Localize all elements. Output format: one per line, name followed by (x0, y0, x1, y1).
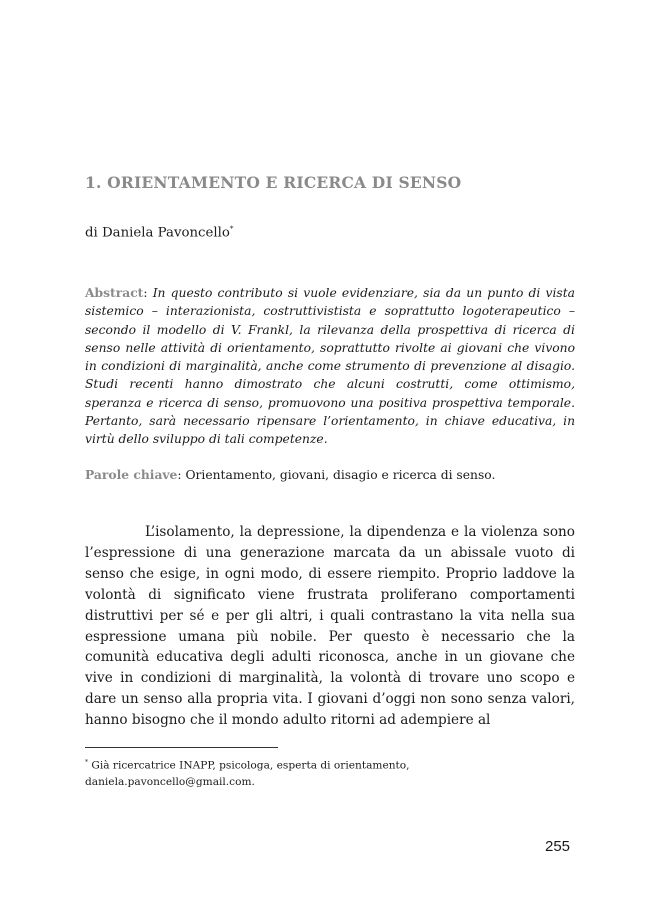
abstract-label: Abstract (85, 285, 144, 300)
author-footnote-marker[interactable]: * (229, 225, 234, 233)
body-paragraph: L’isolamento, la depressione, la dipendenza e la violenza sono l’espressione di una generazione marcata da un abissale vuoto di senso che esige, in ogni modo, di essere riempito. Proprio laddove la volontà di significato viene frustrata proliferano comportamenti distruttivi per sé e per gli altri, i quali contrastano la vita nella sua espressione umana più nobile. Per questo è necessario che la comunità educativa degli adulti riconosca, anche in un giovane che vive in condizioni di marginalità, la volontà di trovare uno scopo e dare un senso alla propria vita. I giovani d’oggi non sono senza valori, hanno bisogno che il mondo adulto ritorni ad adempiere al (85, 524, 575, 729)
author-byline (85, 225, 233, 240)
keywords-colon: : (177, 468, 186, 482)
footnote-line-1: Già ricercatrice INAPP, psicologa, esperta di orientamento, (91, 759, 410, 772)
author-name: di Daniela Pavoncello (85, 225, 230, 241)
abstract-text: In questo contributo si vuole evidenziare, sia da un punto di vista sistemico – interazionista, costruttivistista e soprattutto logoterapeutico – secondo il modello di V. Frankl, la rilevanza della prospettiva di ricerca di senso nelle attività di orientamento, soprattutto rivolte ai giovani che vivono in condizioni di marginalità, anche come strumento di prevenzione al disagio. Studi recenti hanno dimostrato che alcuni costrutti, come ottimismo, speranza e ricerca di senso, promuovono una positiva prospettiva temporale. Pertanto, sarà necessario ripensare l’orientamento, in chiave educativa, in virtù dello sviluppo di tali competenze. (85, 286, 575, 447)
chapter-title: 1. ORIENTAMENTO E RICERCA DI SENSO (85, 173, 462, 192)
footnote (85, 755, 575, 790)
abstract (85, 284, 575, 449)
keywords-text: Orientamento, giovani, disagio e ricerca di senso. (185, 468, 496, 482)
abstract-colon: : (143, 286, 153, 300)
footnote-divider (85, 747, 278, 748)
footnote-marker: * (85, 759, 88, 766)
keywords-label: Parole chiave (85, 467, 178, 482)
page-number: 255 (545, 838, 571, 855)
footnote-email-link[interactable]: daniela.pavoncello@gmail.com. (85, 775, 255, 788)
keywords (85, 466, 575, 484)
